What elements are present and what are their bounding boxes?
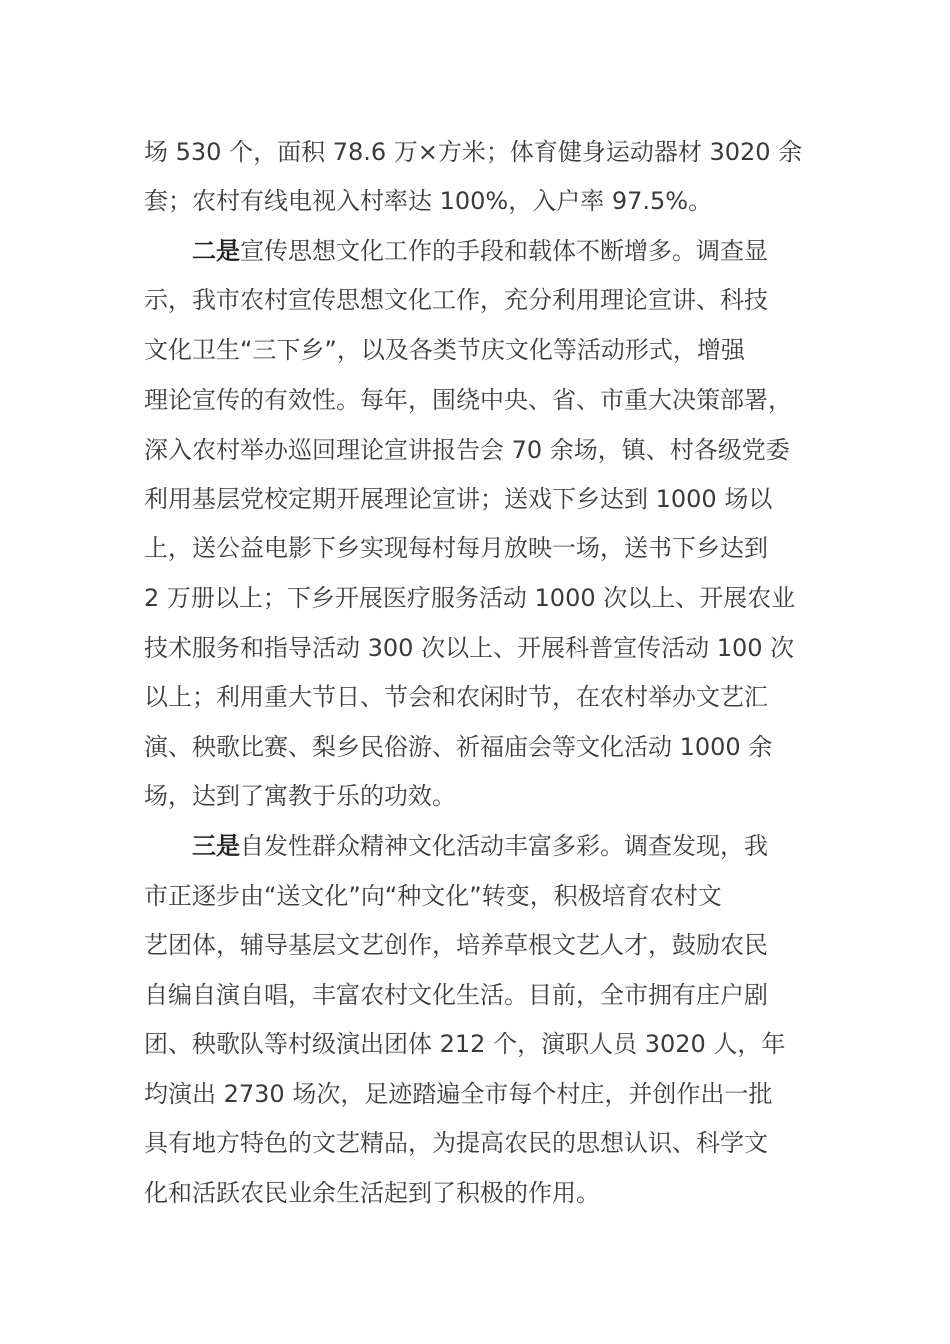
text-line: 示，我市农村宣传思想文化工作，充分利用理论宣讲、科技 bbox=[144, 286, 768, 314]
paragraph-third-first-line bbox=[144, 821, 824, 871]
text-line: 理论宣传的有效性。每年，围绕中央、省、市重大决策部署， bbox=[144, 386, 792, 414]
paragraph-lead-second: 二是 bbox=[192, 237, 240, 265]
text-line: 文化卫生“三下乡”，以及各类节庆文化等活动形式，增强 bbox=[144, 336, 745, 364]
text-line: 艺团体，辅导基层文艺创作，培养草根文艺人才，鼓励农民 bbox=[144, 931, 768, 959]
text-line: 团、秧歌队等村级演出团体 212 个，演职人员 3020 人，年 bbox=[144, 1030, 786, 1058]
text-line: 场，达到了寓教于乐的功效。 bbox=[144, 782, 456, 810]
text-line: 套；农村有线电视入村率达 100%，入户率 97.5%。 bbox=[144, 187, 713, 215]
paragraph-second-first-line bbox=[144, 226, 824, 276]
text-line: 自编自演自唱，丰富农村文化生活。目前，全市拥有庄户剧 bbox=[144, 981, 768, 1009]
text-line: 化和活跃农民业余生活起到了积极的作用。 bbox=[144, 1179, 600, 1207]
text-line: 技术服务和指导活动 300 次以上、开展科普宣传活动 100 次 bbox=[144, 634, 795, 662]
text-line: 上，送公益电影下乡实现每村每月放映一场，送书下乡达到 bbox=[144, 534, 768, 562]
paragraph-lead-third: 三是 bbox=[192, 832, 240, 860]
text-line: 自发性群众精神文化活动丰富多彩。调查发现，我 bbox=[240, 832, 768, 860]
text-line: 深入农村举办巡回理论宣讲报告会 70 余场，镇、村各级党委 bbox=[144, 436, 790, 464]
text-line: 2 万册以上；下乡开展医疗服务活动 1000 次以上、开展农业 bbox=[144, 584, 796, 612]
text-line: 市正逐步由“送文化”向“种文化”转变，积极培育农村文 bbox=[144, 882, 722, 910]
text-line: 演、秧歌比赛、梨乡民俗游、祈福庙会等文化活动 1000 余 bbox=[144, 733, 773, 761]
text-line: 均演出 2730 场次，足迹踏遍全市每个村庄，并创作出一批 bbox=[144, 1080, 773, 1108]
text-line: 宣传思想文化工作的手段和载体不断增多。调查显 bbox=[240, 237, 768, 265]
text-line: 利用基层党校定期开展理论宣讲；送戏下乡达到 1000 场以 bbox=[144, 485, 773, 513]
text-line: 以上；利用重大节日、节会和农闲时节，在农村举办文艺汇 bbox=[144, 683, 768, 711]
text-line: 具有地方特色的文艺精品，为提高农民的思想认识、科学文 bbox=[144, 1129, 768, 1157]
text-line: 场 530 个，面积 78.6 万×方米；体育健身运动器材 3020 余 bbox=[144, 138, 803, 166]
